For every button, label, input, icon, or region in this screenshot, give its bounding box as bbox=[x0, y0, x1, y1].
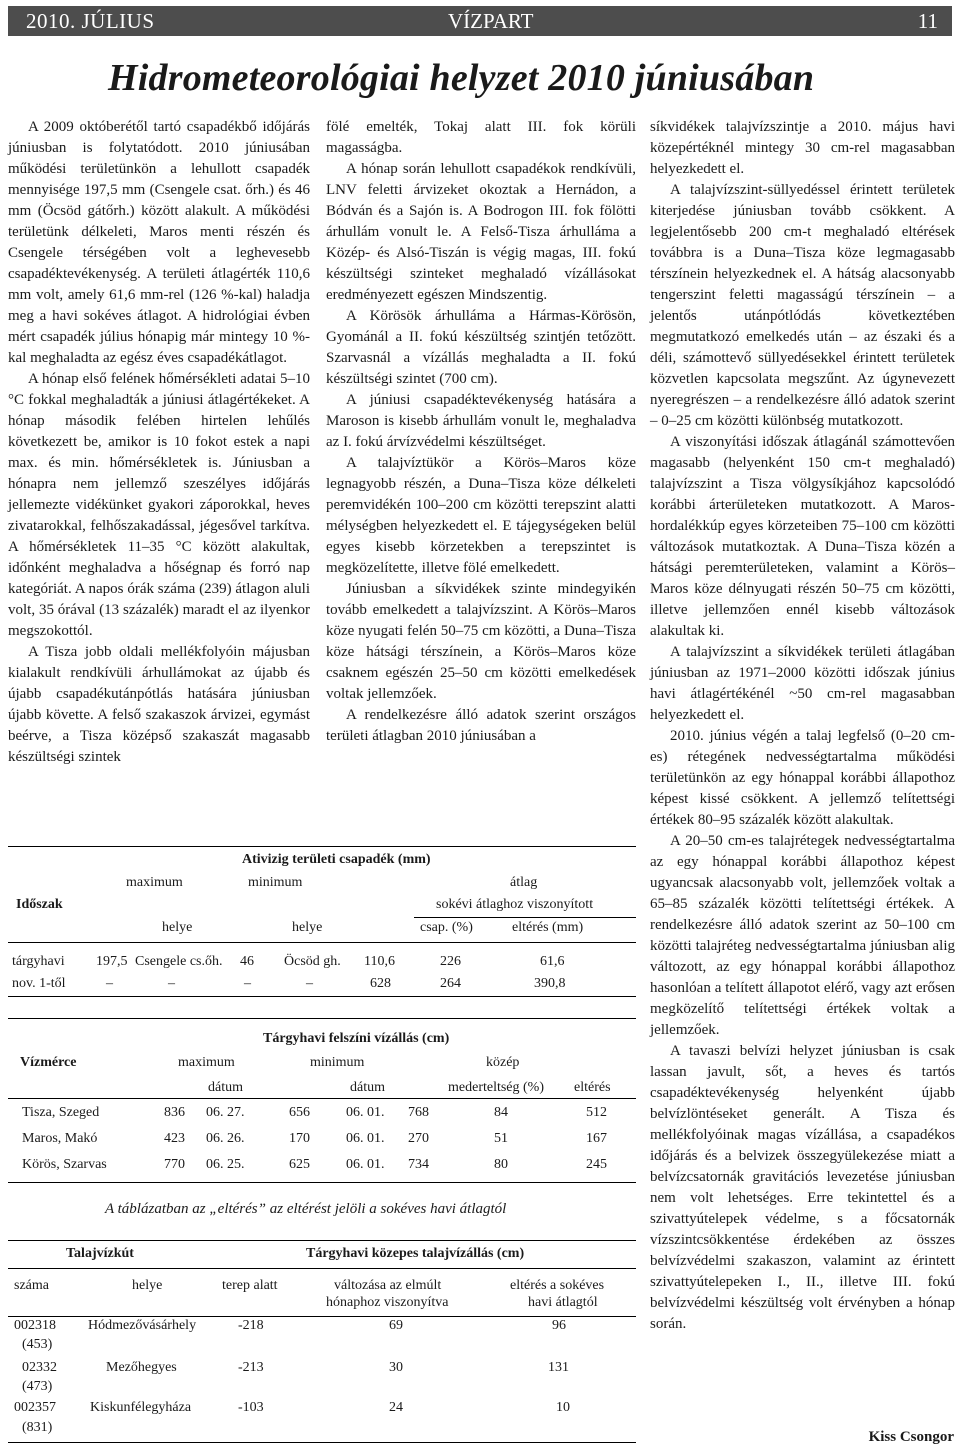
table-cell: 770 bbox=[164, 1157, 185, 1172]
paragraph: A júniusi csapadéktevékenység hatására a Maroson is kisebb árhullám vonult le, meghaladva az I. fokú árvízvédelmi készültséget. bbox=[326, 392, 636, 450]
table-cell: 51 bbox=[494, 1131, 508, 1146]
table-cell: 734 bbox=[408, 1157, 429, 1172]
paragraph: fölé emelték, Tokaj alatt III. fok körüli magasságba. bbox=[326, 119, 636, 156]
col-header-dev: eltérés a sokéves bbox=[510, 1278, 605, 1293]
table-cell: 84 bbox=[494, 1105, 508, 1120]
col-header-dev: havi átlagtól bbox=[528, 1295, 598, 1310]
table-caption: A táblázatban az „eltérés” az eltérést jelöli a sokéves havi átlagtól bbox=[105, 1201, 507, 1217]
col-header-min: minimum bbox=[310, 1055, 365, 1070]
paragraph: A 2009 októberétől tartó csapadékbő időjárás júniusban is folytatódott. 2010 júniusában működési területünkön a lehullott csapadék mennyisége 197,5 mm (Csengele csat. őrh.) és 46 mm (Öcsöd gátőrh.) között alakult. A működési területünk délkeleti, Maros menti részén és Csengele térségében volt a leghevesebb csapadéktevékenység. A területi átlagérték 110,6 mm volt, amely 61,6 mm-rel (126 %-kal) haladja meg a havi sokéves átlagot. A hidrológiai évben mért csapadék július hónapig már mintegy 10 %-kal meghaladta az egész éves csapadékátlagot. bbox=[8, 119, 310, 366]
paragraph: A talajvízszint-süllyedéssel érintett területek kiterjedése júniusban tovább csökkent. A legjelentősebb 200 cm-t meghaladó eltérések továbbra is a Duna–Tisza köze legmagasabb térszínein helyezkednek el. A hátság alacsonyabb tengerszint feletti magasságú térszínein – a jelentős utánpótlódás következtében megmutatkozó emelkedés után – az északi és a déli, számottevő süllyedésekkel érintett területek közvetlen kapcsolata megszűnt. Az úgynevezett nyeregrészen – a rendelkezésre álló adatok szerint – 0–25 cm közötti különbség mutatkozott. bbox=[650, 182, 955, 429]
paragraph: A hónap során lehullott csapadékok rendkívüli, LNV feletti árvizeket okoztak a Hernádon, a Bódván és a Sajón is. A Bodrogon III. fok fölötti árhullám vonult le. A Felső-Tisza árhulláma a Közép- és Alsó-Tiszán is végig magas, III. fokú készültségi szinteket meghaladó vízállásokat eredményezett egészen Mindszentig. bbox=[326, 161, 636, 303]
water-level-table bbox=[8, 1018, 636, 1184]
table-cell: 512 bbox=[586, 1105, 607, 1120]
table-cell: 06. 01. bbox=[346, 1131, 385, 1146]
table-cell: – bbox=[168, 976, 175, 991]
table-cell: Tisza, Szeged bbox=[22, 1105, 100, 1120]
table-cell: 270 bbox=[408, 1131, 429, 1146]
col-header-change: változása az elmúlt bbox=[334, 1278, 442, 1293]
paragraph: 2010. június végén a talaj legfelső (0–20 cm-es) rétegének nedvességtartalma működési területünkön az egy hónappal korábbi állapothoz képest kissé csökkent. A jellemző telítettségi értékek 80–95 százalék között alakultak. bbox=[650, 728, 955, 828]
table-cell: 06. 27. bbox=[206, 1105, 245, 1120]
table-cell: 10 bbox=[556, 1400, 570, 1415]
page-header bbox=[8, 6, 952, 36]
table-cell: Öcsöd gh. bbox=[284, 954, 341, 969]
table-cell: (473) bbox=[22, 1379, 53, 1394]
table-cell: 24 bbox=[389, 1400, 403, 1415]
table-title: Ativizig területi csapadék (mm) bbox=[242, 852, 431, 867]
col-header-pct: csap. (%) bbox=[420, 920, 473, 935]
header-publication: VÍZPART bbox=[448, 9, 534, 33]
header-page-number: 11 bbox=[917, 9, 938, 33]
table-cell: (453) bbox=[22, 1337, 53, 1352]
table-title-right: Tárgyhavi közepes talajvízállás (cm) bbox=[306, 1246, 525, 1261]
table-cell: 226 bbox=[440, 954, 461, 969]
table-cell: 170 bbox=[289, 1131, 310, 1146]
table-cell: 768 bbox=[408, 1105, 429, 1120]
table-cell: Hódmezővásárhely bbox=[88, 1318, 197, 1333]
article-title: Hidrometeorológiai helyzet 2010 júniusában bbox=[108, 57, 815, 99]
table-cell: 625 bbox=[289, 1157, 310, 1172]
table-cell: -218 bbox=[238, 1318, 264, 1333]
table-cell: 61,6 bbox=[540, 954, 565, 969]
table-cell: 06. 01. bbox=[346, 1105, 385, 1120]
table-cell: Mezőhegyes bbox=[106, 1360, 177, 1375]
col-header-min: minimum bbox=[248, 875, 303, 890]
column-1 bbox=[8, 117, 310, 768]
col-header-site: helye bbox=[162, 920, 193, 935]
paragraph: A Tisza jobb oldali mellékfolyóin májusban kialakult rendkívüli árhullámokat az újabb és újabb csapadékutánpótlás hatására júniusban újabb követte. A felső szakaszok árvizei, egymást beérve, a Tisza középső szakaszát magasabb készültségi szintek bbox=[8, 644, 310, 765]
table-cell: – bbox=[306, 976, 313, 991]
table-cell: 06. 25. bbox=[206, 1157, 245, 1172]
table-title: Tárgyhavi felszíni vízállás (cm) bbox=[263, 1031, 450, 1046]
paragraph: A talajvízszint a síkvidékek területi átlagában júniusban az 1971–2000 közötti időszak június havi átlagértékénél ~50 cm-rel magasabban helyezkedett el. bbox=[650, 644, 955, 723]
table-cell: Körös, Szarvas bbox=[22, 1157, 107, 1172]
col-header-max: maximum bbox=[126, 875, 183, 890]
table-cell: -213 bbox=[238, 1360, 264, 1375]
groundwater-table bbox=[8, 1240, 636, 1444]
table-cell: Maros, Makó bbox=[22, 1131, 98, 1146]
col-header-mid: közép bbox=[486, 1055, 520, 1070]
table-cell: 628 bbox=[370, 976, 391, 991]
paragraph: A rendelkezésre álló adatok szerint országos területi átlagban 2010 júniusában a bbox=[326, 707, 636, 744]
paragraph: Júniusban a síkvidékek szinte mindegyikén tovább emelkedett a talajvízszint. A Körös–Maros köze nyugati felén 50–75 cm közötti, a Duna–Tisza köze hátsági térszínein, a Körös–Maros köze csaknem egészén 25–50 cm közötti emelkedések voltak jellemzőek. bbox=[326, 581, 636, 702]
table-cell: (831) bbox=[22, 1420, 53, 1435]
col-header-date: dátum bbox=[350, 1080, 385, 1095]
col-header-longterm: sokévi átlaghoz viszonyított bbox=[436, 897, 594, 912]
table-cell: tárgyhavi bbox=[12, 954, 65, 969]
table-cell: 30 bbox=[389, 1360, 403, 1375]
col-header-period: Időszak bbox=[16, 897, 63, 912]
precipitation-table bbox=[8, 846, 636, 996]
col-header-date: dátum bbox=[208, 1080, 243, 1095]
paragraph: A tavaszi belvízi helyzet júniusban is csak lassan javult, sőt, a heves és tartós csapadéktevékenység helyenként újabb belvízlöntéseket generált. A Tisza és mellékfolyóinak magas vízállása, a csapadékos időjárás és a belvizek összegyülekezése miatt a belvízcsatornák gravitációs levezetése júniusban nem volt lehetséges. Erre tekintettel és a szivattyútelepek védelme, s a főcsatornák vízszintcsökkentése érdekében az összes belvízvédelmi szakaszon, valamint az érintett szivattyútelepeken I., II., illetve III. fokú belvízvédelmi készültség volt érvényben a hónap során. bbox=[650, 1043, 955, 1332]
table-cell: Kiskunfélegyháza bbox=[90, 1400, 192, 1415]
header-date: 2010. JÚLIUS bbox=[26, 9, 155, 33]
col-header-site: helye bbox=[292, 920, 323, 935]
column-2 bbox=[326, 117, 636, 747]
paragraph: A 20–50 cm-es talajrétegek nedvességtartalma az egy hónappal korábbi állapothoz képest ugyancsak alacsonyabb volt, jellemzőek voltak a 65–85 százalék közötti telítettségi értékek. A rendelkezésre álló adatok szerint az 50–100 cm közötti talajréteg nedvességtartalma júniusban alig változott, az egy hónappal korábbi állapothoz hasonlóan a telített állapotot elérő, vagy azt erősen megközelítő telítettségi értékek voltak a jellemzőek. bbox=[650, 833, 955, 1038]
table-cell: Csengele cs.őh. bbox=[135, 954, 223, 969]
col-header-num: száma bbox=[14, 1278, 49, 1293]
col-header-diff: eltérés (mm) bbox=[512, 920, 584, 935]
table-cell: 06. 01. bbox=[346, 1157, 385, 1172]
col-header-site: helye bbox=[132, 1278, 163, 1293]
col-header-medert: mederteltség (%) bbox=[448, 1080, 545, 1095]
col-header-change: hónaphoz viszonyítva bbox=[326, 1295, 449, 1310]
table-cell: 197,5 bbox=[96, 954, 128, 969]
paragraph: A viszonyítási időszak átlagánál számottevően magasabb (helyenként 150 cm-t meghaladó) talajvízszint a Tisza völgysíkjához kapcsolódó korábbi árterületeken mutatkozott. A Maros-hordalékkúp egyes körzeteiben 75–100 cm közötti változások mutatkoztak. A Duna–Tisza közén a hátsági peremterületeken, valamint a Körös–Maros köze délnyugati részén 50–75 cm közötti, illetve jellemzően ennél kisebb változások alakultak ki. bbox=[650, 434, 955, 639]
table-cell: 245 bbox=[586, 1157, 607, 1172]
table-cell: 167 bbox=[586, 1131, 607, 1146]
col-header-dev: eltérés bbox=[574, 1080, 611, 1095]
table-cell: 02332 bbox=[22, 1360, 57, 1375]
col-header-max: maximum bbox=[178, 1055, 235, 1070]
table-cell: 110,6 bbox=[364, 954, 395, 969]
table-cell: 390,8 bbox=[534, 976, 566, 991]
paragraph: A Körösök árhulláma a Hármas-Körösön, Gyománál a II. fokú készültség szintjén tetőzött. Szarvasnál a vízállás meghaladta a II. fokú készültségi szintet (700 cm). bbox=[326, 308, 636, 387]
table-cell: 002318 bbox=[14, 1318, 56, 1333]
author-signature: Kiss Csongor bbox=[868, 1429, 954, 1445]
table-title-left: Talajvízkút bbox=[66, 1246, 134, 1261]
table-cell: 656 bbox=[289, 1105, 310, 1120]
table-cell: 131 bbox=[548, 1360, 569, 1375]
table-cell: 80 bbox=[494, 1157, 508, 1172]
table-cell: nov. 1-től bbox=[12, 976, 66, 991]
table-cell: 06. 26. bbox=[206, 1131, 245, 1146]
col-header-avg: átlag bbox=[510, 875, 538, 890]
table-cell: 96 bbox=[552, 1318, 566, 1333]
paragraph: A talajvíztükör a Körös–Maros köze legnagyobb részén, a Duna–Tisza köze délkeleti peremvidékén 100–200 cm közötti terepszint alatti mélységben helyezkedett el. E tájegységeken belül egyes kisebb körzetekben a terepszintet is megközelítette, illetve fölé emelkedett. bbox=[326, 455, 636, 576]
table-cell: 002357 bbox=[14, 1400, 56, 1415]
table-cell: 836 bbox=[164, 1105, 185, 1120]
table-cell: 264 bbox=[440, 976, 461, 991]
table-cell: 46 bbox=[240, 954, 254, 969]
paragraph: síkvidékek talajvízszintje a 2010. május havi közepértéknél mintegy 30 cm-rel magasabban helyezkedett el. bbox=[650, 119, 955, 177]
table-cell: 423 bbox=[164, 1131, 185, 1146]
col-header-below: terep alatt bbox=[222, 1278, 278, 1293]
table-cell: -103 bbox=[238, 1400, 264, 1415]
table-cell: 69 bbox=[389, 1318, 403, 1333]
table-cell: – bbox=[106, 976, 113, 991]
col-header-gauge: Vízmérce bbox=[20, 1055, 77, 1070]
paragraph: A hónap első felének hőmérsékleti adatai 5–10 °C fokkal meghaladták a júniusi átlagértékeket. A hónap második felében hirtelen lehűlés következett be, amikor is 10 fokot estek a napi max. és min. hőmérsékletek is. Júniusban a hónapra nem jellemző szeszélyes időjárás jellemezte vidékünket gyakori záporokkal, heves zivatarokkal, felhőszakadással, jégesővel tarkítva. A hőmérsékletek 11–35 °C között alakultak, időnként meghaladva a hőségnap és forró nap kategóriát. A napos órák száma (239) átlagon aluli volt, 35 órával (13 százalék) maradt el az ilyenkor megszokottól. bbox=[8, 371, 310, 639]
table-cell: – bbox=[244, 976, 251, 991]
column-3 bbox=[650, 117, 955, 1335]
